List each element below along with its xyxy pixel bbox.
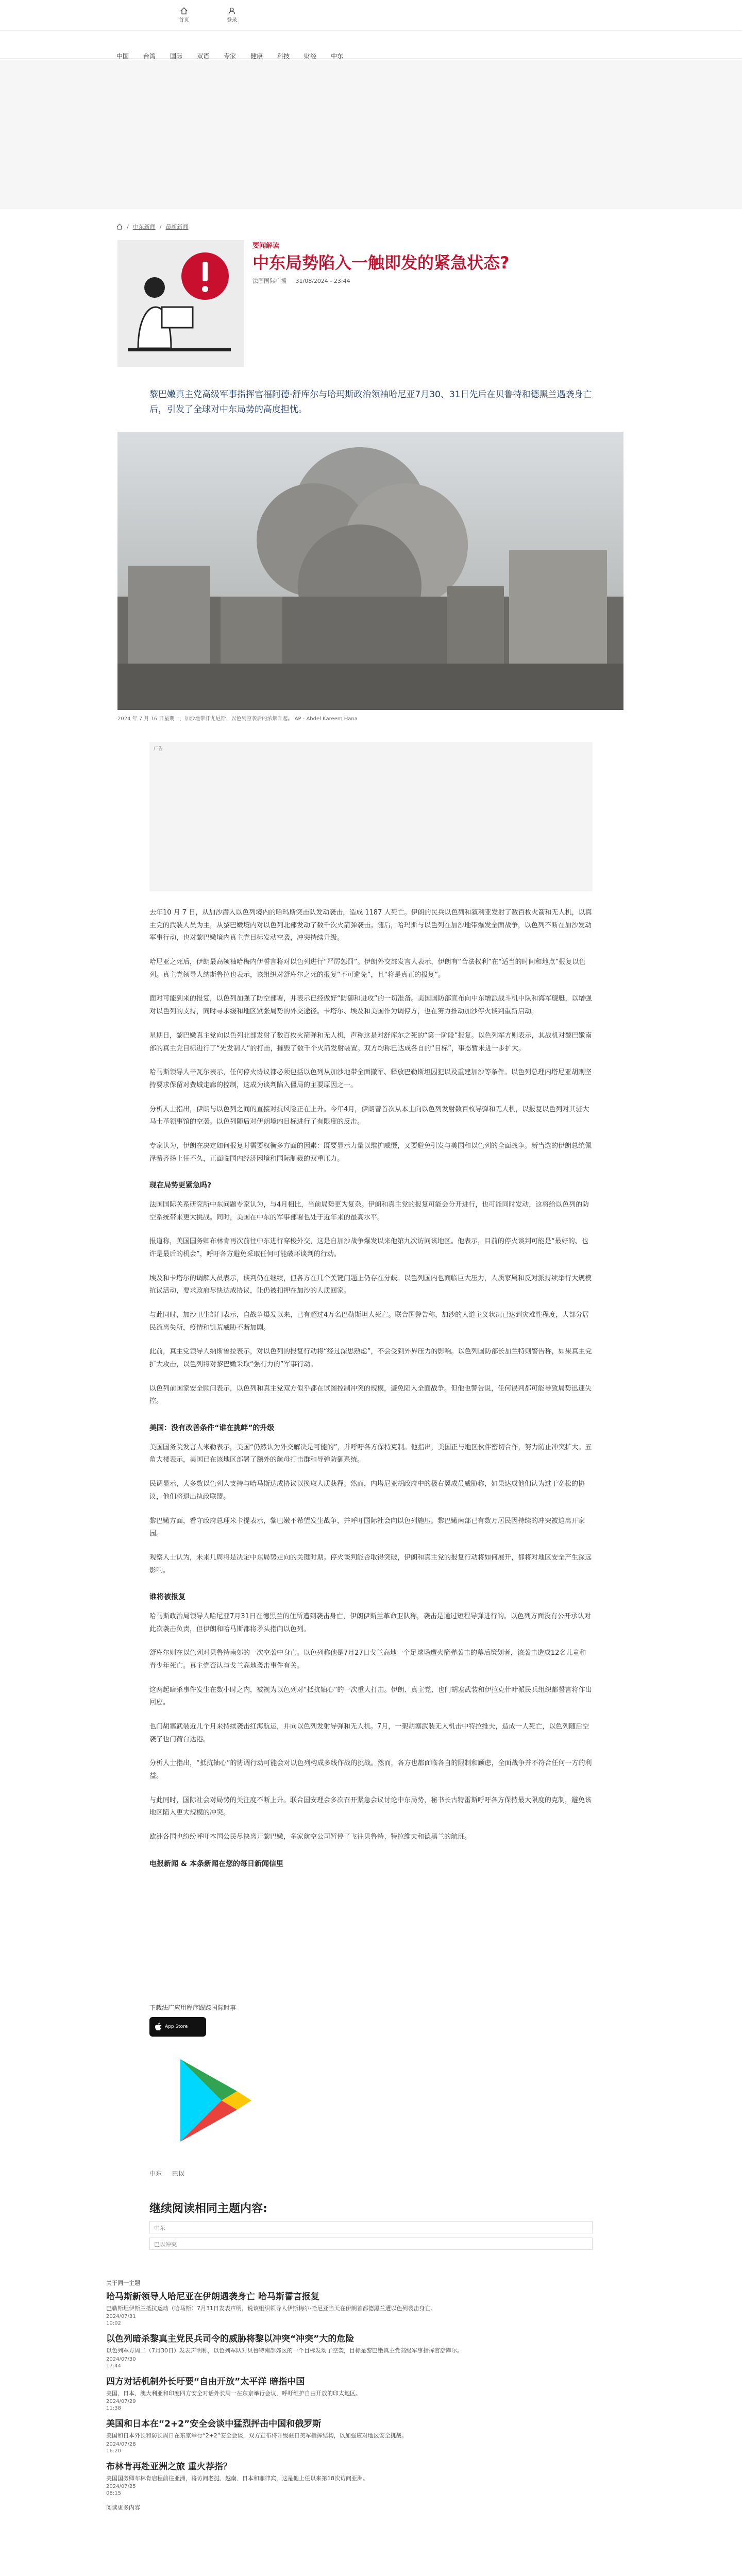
article-paragraph: 与此同时，国际社会对局势的关注度不断上升。联合国安理会多次召开紧急会议讨论中东局势，秘书长古特雷斯呼吁各方保持最大限度的克制，避免该地区陷入更大规模的冲突。 [149, 1796, 592, 1817]
related-section [149, 2200, 593, 2254]
related-articles [106, 2279, 539, 2512]
section-heading: 谁将被报复 [149, 1593, 185, 1602]
reading-woman-illustration [117, 240, 244, 367]
article-paragraph: 哈尼亚之死后，伊朗最高领袖哈梅内伊誓言将对以色列进行“严厉惩罚”。伊朗外交部发言人表示，伊朗有“合法权利”在“适当的时间和地点”报复以色列。真主党领导人纳斯鲁拉也表示，该组织对舒库尔之死的报复“不可避免”，且“将是真正的报复”。 [149, 958, 586, 979]
related-article-title[interactable]: 四方对话机制外长吁要“自由开放”太平洋 暗指中国 [106, 2376, 305, 2387]
article-paragraph: 黎巴嫩方面，看守政府总理米卡提表示，黎巴嫩不希望发生战争，并呼吁国际社会向以色列施压。黎巴嫩南部已有数万居民因持续的冲突被迫离开家园。 [149, 1517, 585, 1538]
article-category[interactable]: 要闻解读 [252, 242, 280, 250]
nav-item[interactable]: 双语 [197, 53, 210, 60]
related-article-time: 16:20 [106, 2448, 121, 2454]
nav-item[interactable]: 台湾 [143, 53, 156, 60]
article-paragraph: 哈马斯领导人辛瓦尔表示，任何停火协议都必须包括以色列从加沙地带全面撤军、释放巴勒斯坦囚犯以及重建加沙等条件。以色列总理内塔尼亚胡则坚持要求保留对费城走廊的控制，这成为谈判陷入僵局的主要原因之一。 [149, 1069, 592, 1089]
related-articles-heading: 关于同一主题 [106, 2280, 140, 2286]
related-article-title[interactable]: 以色列暗杀黎真主党民兵司令的威胁将黎以冲突“冲突”大的危险 [106, 2334, 355, 2345]
airstrike-smoke-photo [117, 432, 623, 710]
related-topic[interactable]: 中东 [149, 2221, 593, 2233]
related-article-time: 08:15 [106, 2490, 121, 2497]
nav-item[interactable]: 科技 [277, 53, 290, 60]
top-ad-slot [0, 60, 742, 209]
article-paragraph: 星期日，黎巴嫩真主党向以色列北部发射了数百枚火箭弹和无人机，声称这是对舒库尔之死的“第一阶段”报复。以色列军方则表示，其战机对黎巴嫩南部的真主党目标进行了“先发制人”的打击，摧毁了数千个火箭发射装置。双方均称已达成各自的“目标”，事态暂未进一步扩大。 [149, 1031, 592, 1053]
article-paragraph: 报道称，美国国务卿布林肯再次前往中东进行穿梭外交，这是自加沙战争爆发以来他第九次访问该地区。他表示，目前的停火谈判可能是“最好的、也许是最后的机会”，呼吁各方避免采取任何可能破坏谈判的行动。 [149, 1238, 588, 1258]
login-label: 登录 [227, 18, 237, 23]
related-topic[interactable]: 巴以冲突 [149, 2238, 593, 2250]
article-paragraph: 以色列前国家安全顾问表示，以色列和真主党双方似乎都在试图控制冲突的规模，避免陷入全面战争。但他也警告说，任何误判都可能导致局势迅速失控。 [149, 1384, 592, 1405]
section-heading: 电报新闻 & 本条新闻在您的每日新闻信里 [149, 1859, 283, 1868]
tag[interactable]: 中东 [149, 2170, 162, 2177]
breadcrumb-item[interactable]: 最新新闻 [165, 224, 189, 230]
section-heading: 美国：没有改善条件“谁在挑衅”的升级 [149, 1424, 275, 1433]
article-paragraph: 这两起暗杀事件发生在数小时之内，被视为以色列对“抵抗轴心”的一次重大打击。伊朗、真主党、也门胡塞武装和伊拉克什叶派民兵组织都誓言将作出回应。 [149, 1686, 592, 1707]
article-paragraph: 民调显示，大多数以色列人支持与哈马斯达成协议以换取人质获释。然而，内塔尼亚胡政府中的极右翼成员威胁称，如果达成他们认为过于宽松的协议，他们将退出执政联盟。 [149, 1480, 585, 1501]
related-article[interactable] [106, 2418, 539, 2453]
article-paragraph: 去年10 月 7 日，从加沙潜入以色列境内的哈玛斯突击队发动袭击，造成 1187 人死亡。伊朗的民兵以色列和叙利亚发射了数百枚火箭和无人机，以真主党的武装人员为主，从黎巴嫩境内对以色列北部发动了数千次火箭弹袭击。随后，哈玛斯与以色列在加沙地带爆发全面战争，以色列不断在加沙发动军事行动，也对黎巴嫩境内真主党目标发动空袭，冲突持续升级。 [149, 909, 592, 942]
article-header [252, 240, 510, 285]
article-paragraph: 欧洲各国也纷纷呼吁本国公民尽快离开黎巴嫩，多家航空公司暂停了飞往贝鲁特、特拉维夫和德黑兰的航班。 [149, 1833, 471, 1841]
article-lede: 黎巴嫩真主党高级军事指挥官福阿德·舒库尔与哈玛斯政治领袖哈尼亚7月30、31日先后在贝鲁特和德黑兰遇袭身亡后，引发了全球对中东局势的高度担忧。 [149, 389, 592, 415]
login-link[interactable] [224, 7, 240, 23]
home-link[interactable] [176, 7, 192, 23]
related-article-date: 2024/07/30 [106, 2356, 136, 2362]
user-icon [228, 7, 235, 14]
main-nav [0, 31, 742, 59]
related-article[interactable] [106, 2291, 539, 2326]
section-heading: 现在局势更紧急吗? [149, 1181, 212, 1190]
top-bar [0, 0, 742, 31]
related-article[interactable] [106, 2333, 539, 2368]
nav-item[interactable]: 健康 [250, 53, 263, 60]
app-store-label: App Store [165, 2024, 188, 2029]
related-article-excerpt: 美国和日本外长和防长周日在东京举行“2+2”安全会谈，双方宣布将升级驻日美军指挥结构，以加强应对地区安全挑战。 [106, 2432, 408, 2439]
article-tags [149, 2169, 193, 2178]
related-article-date: 2024/07/29 [106, 2399, 136, 2405]
article-paragraph: 美国国务院发言人米勒表示，美国“仍然认为外交解决是可能的”，并呼吁各方保持克制。他指出，美国正与地区伙伴密切合作，努力防止冲突扩大。五角大楼表示，美国已在该地区部署了额外的航母打击群和导弹防御系统。 [149, 1443, 592, 1464]
hero-illustration [117, 240, 244, 367]
article-paragraph: 面对可能到来的报复，以色列加强了防空部署，并表示已经做好“防御和进攻”的一切准备。美国国防部宣布向中东增派战斗机中队和海军舰艇，以增强对以色列的支持，同时寻求缓和地区紧张局势的外交途径。卡塔尔、埃及和美国作为调停方，也在努力推动加沙停火谈判重新启动。 [149, 995, 592, 1016]
article-paragraph: 专家认为，伊朗在决定如何报复时需要权衡多方面的因素：既要显示力量以维护威慑，又要避免引发与美国和以色列的全面战争。新当选的伊朗总统佩泽希齐扬上任不久，正面临国内经济困境和国际制裁的双重压力。 [149, 1142, 592, 1163]
related-title: 继续阅读相同主题内容: [149, 2202, 267, 2215]
related-article-excerpt: 以色列军方周二（7月30日）发表声明称，以色列军队对贝鲁特南部郊区的一个目标发动了空袭，目标是黎巴嫩真主党高级军事指挥官舒库尔。 [106, 2347, 463, 2354]
nav-item[interactable]: 专家 [224, 53, 237, 60]
related-article[interactable] [106, 2461, 539, 2496]
article-paragraph: 分析人士指出，“抵抗轴心”的协调行动可能会对以色列构成多线作战的挑战。然而，各方也都面临各自的限制和顾虑，全面战争并不符合任何一方的利益。 [149, 1759, 592, 1781]
nav-item[interactable]: 中东 [331, 53, 344, 60]
read-more-link[interactable]: 阅读更多内容 [106, 2504, 140, 2512]
article-paragraph: 也门胡塞武装近几个月来持续袭击红海航运，并向以色列发射导弹和无人机。7月，一架胡塞武装无人机击中特拉维夫，造成一人死亡，以色列随后空袭了也门荷台达港。 [149, 1722, 589, 1743]
breadcrumb: / 中东新闻 / 最新新闻 [116, 223, 188, 231]
tag[interactable]: 巴以 [172, 2170, 184, 2177]
related-article-time: 11:38 [106, 2405, 121, 2412]
related-article-title[interactable]: 哈马斯新领导人哈尼亚在伊朗遇袭身亡 哈马斯誓言报复 [106, 2292, 319, 2302]
article-paragraph: 此前，真主党领导人纳斯鲁拉表示，对以色列的报复行动将“经过深思熟虑”，不会受到外界压力的影响。以色列国防部长加兰特则警告称，如果真主党扩大攻击，以色列将对黎巴嫩采取“强有力的”军事行动。 [149, 1348, 592, 1369]
home-label: 首页 [179, 18, 189, 23]
home-icon [180, 7, 188, 14]
inline-ad-slot [149, 742, 593, 891]
apple-icon [155, 2023, 162, 2031]
related-article-date: 2024/07/25 [106, 2484, 136, 2490]
ad-label: 广告 [154, 747, 163, 752]
nav-item[interactable]: 中国 [116, 53, 129, 60]
article-paragraph: 与此同时，加沙卫生部门表示，自战争爆发以来，已有超过4万名巴勒斯坦人死亡。联合国警告称，加沙的人道主义状况已达到灾难性程度，大部分居民流离失所，疫情和饥荒威胁不断加剧。 [149, 1311, 589, 1332]
article-paragraph: 法国国际关系研究所中东问题专家认为，与4月相比，当前局势更为复杂。伊朗和真主党的报复可能会分开进行，也可能同时发动，这将给以色列的防空系统带来更大挑战。同时，美国在中东的军事部署也处于近年来的最高水平。 [149, 1200, 589, 1222]
related-article-excerpt: 巴勒斯坦伊斯兰抵抗运动（哈马斯）7月31日发表声明，说该组织领导人伊斯梅尔·哈尼亚当天在伊朗首都德黑兰遭以色列袭击身亡。 [106, 2304, 436, 2312]
main-photo [117, 432, 623, 710]
article-paragraph: 哈马斯政治局领导人哈尼亚7月31日在德黑兰的住所遭到袭击身亡，伊朗伊斯兰革命卫队称，袭击是通过短程导弹进行的。以色列方面没有公开承认对此次袭击负责，但伊朗和哈马斯都将矛头指向以色列。 [149, 1612, 591, 1633]
related-article[interactable] [106, 2376, 539, 2411]
publish-date: 31/08/2024 - 23:44 [295, 278, 350, 285]
related-article-title[interactable]: 布林肯再赴亚洲之旅 重火荐指？ [106, 2461, 232, 2472]
related-article-excerpt: 美国、日本、澳大利亚和印度四方安全对话外长周一在东京举行会议，呼吁维护自由开放的印太地区。 [106, 2389, 361, 2397]
photo-caption: 2024 年 7 月 16 日星期一，加沙地带汗尤尼斯，以色列空袭后的浓烟升起。 AP - Abdel Kareem Hana [117, 716, 358, 722]
article-paragraph: 舒库尔则在以色列对贝鲁特南郊的一次空袭中身亡。以色列称他是7月27日戈兰高地一个足球场遭火箭弹袭击的幕后策划者，该袭击造成12名儿童和青少年死亡。真主党否认与戈兰高地袭击事件有关。 [149, 1649, 586, 1670]
app-download-section [149, 2003, 593, 2037]
article-paragraph: 观察人士认为，未来几周将是决定中东局势走向的关键时期。停火谈判能否取得突破，伊朗和真主党的报复行动将如何展开，都将对地区安全产生深远影响。 [149, 1553, 592, 1574]
author[interactable]: 法国国际广播 [252, 278, 286, 285]
article-body [149, 907, 593, 1877]
breadcrumb-item[interactable]: 中东新闻 [132, 224, 156, 230]
nav-item[interactable]: 国际 [170, 53, 183, 60]
home-icon[interactable] [116, 224, 123, 230]
nav-item[interactable]: 财经 [304, 53, 317, 60]
related-article-time: 10:02 [106, 2320, 121, 2327]
related-article-excerpt: 美国国务卿布林肯启程前往亚洲，将访问老挝、越南、日本和菲律宾，这是他上任以来第18次访问亚洲。 [106, 2475, 368, 2482]
related-article-date: 2024/07/28 [106, 2441, 136, 2447]
app-store-badge[interactable] [149, 2017, 206, 2037]
article-paragraph: 分析人士指出，伊朗与以色列之间的直接对抗风险正在上升。今年4月，伊朗曾首次从本土向以色列发射数百枚导弹和无人机，以报复以色列对其驻大马士革领事馆的空袭。以色列随后对伊朗境内目标进行了有限度的反击。 [149, 1105, 589, 1126]
article-paragraph: 埃及和卡塔尔的调解人员表示，谈判仍在继续，但各方在几个关键问题上仍存在分歧。以色列国内也面临巨大压力，人质家属和反对派持续举行大规模抗议活动，要求政府尽快达成协议，让仍被扣押在加沙的人质回家。 [149, 1274, 592, 1295]
related-article-title[interactable]: 美国和日本在“2+2”安全会谈中猛烈抨击中国和俄罗斯 [106, 2419, 322, 2430]
app-download-lead: 下载法广应用程序跟踪国际时事 [149, 2004, 237, 2011]
byline [252, 277, 510, 285]
article-title: 中东局势陷入一触即发的紧急状态? [252, 253, 510, 273]
related-article-date: 2024/07/31 [106, 2314, 136, 2320]
related-article-time: 17:44 [106, 2363, 121, 2369]
